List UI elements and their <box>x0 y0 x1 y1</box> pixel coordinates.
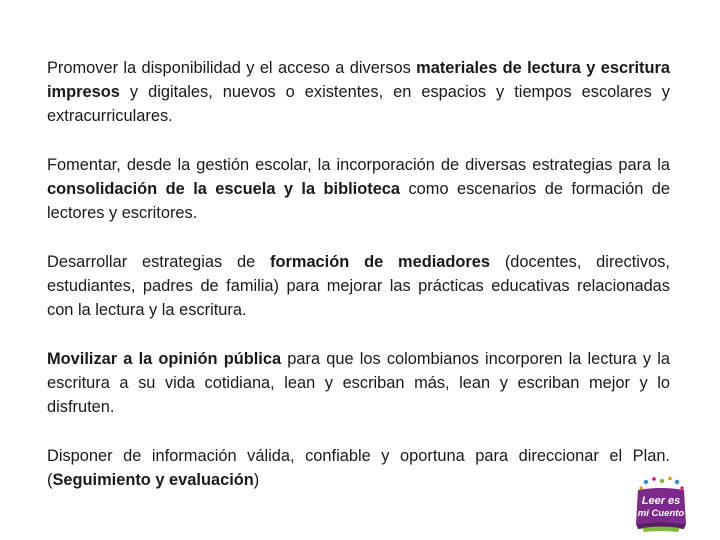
slide-body <box>47 56 670 492</box>
logo-dot <box>639 486 642 489</box>
emphasis-text: materiales de lectura y escritura impresos <box>47 59 670 101</box>
body-text: ) <box>253 471 260 489</box>
body-text: Disponer de información válida, confiable y oportuna para direccionar el Plan. ( <box>47 447 670 489</box>
body-text: para que los colombianos incorporen la lectura y la escritura a su vida cotidiana, lean y escriban más, lean y escriban mejor y lo disfruten. <box>47 350 670 416</box>
paragraph-1 <box>47 56 670 128</box>
body-text: (docentes, directivos, estudiantes, padres de familia) para mejorar las prácticas educativas relacionadas con la lectura y la escritura. <box>47 253 670 319</box>
emphasis-text: Seguimiento y evaluación <box>52 471 254 489</box>
emphasis-text: consolidación de la escuela y la biblioteca <box>47 180 401 198</box>
logo-ribbon <box>642 527 680 533</box>
logo-dot <box>660 479 664 483</box>
body-text: como escenarios de formación de lectores y escritores. <box>47 180 670 222</box>
logo-text-line2: mi Cuento <box>637 508 685 519</box>
body-text: y digitales, nuevos o existentes, en espacios y tiempos escolares y extracurriculares. <box>47 83 670 125</box>
logo-dot <box>644 480 648 484</box>
paragraph-3 <box>47 250 670 322</box>
body-text: Promover la disponibilidad y el acceso a diversos <box>47 59 417 77</box>
body-text: Fomentar, desde la gestión escolar, la incorporación de diversas estrategias para la <box>47 156 670 174</box>
emphasis-text: formación de mediadores <box>270 253 491 271</box>
paragraph-4 <box>47 347 670 419</box>
logo-dot <box>668 477 672 481</box>
logo-dot <box>675 480 679 484</box>
leer-es-mi-cuento-logo <box>632 476 690 534</box>
logo-dot <box>652 477 656 481</box>
body-text: Desarrollar estrategias de <box>47 253 271 271</box>
paragraph-5 <box>47 444 670 492</box>
paragraph-2 <box>47 153 670 225</box>
logo-text-line1: Leer es <box>641 495 681 507</box>
emphasis-text: Movilizar a la opinión pública <box>47 350 282 368</box>
logo-dot <box>680 486 683 489</box>
